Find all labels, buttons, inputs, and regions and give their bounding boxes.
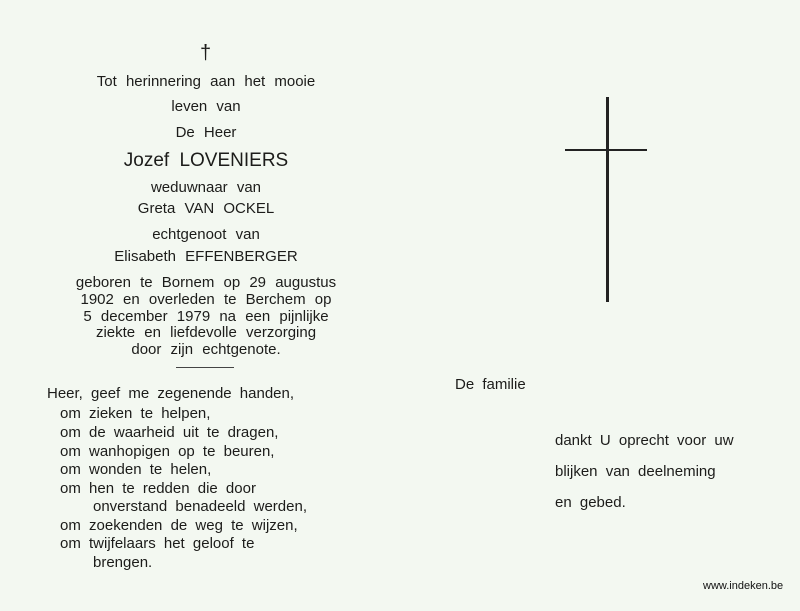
intro-line: Tot herinnering aan het mooie: [96, 73, 316, 90]
relation-line: Greta VAN OCKEL: [137, 200, 275, 217]
family-label: De familie: [455, 376, 526, 393]
large-cross-icon: [606, 97, 609, 302]
bio-line: 5 december 1979 na een pijnlijke: [83, 308, 329, 325]
thanks-line: en gebed.: [555, 494, 626, 511]
bio-line: geboren te Bornem op 29 augustus: [75, 274, 337, 291]
prayer-line: om zoekenden de weg te wijzen,: [60, 517, 298, 534]
bio-line: door zijn echtgenote.: [131, 341, 281, 358]
intro-line: De Heer: [175, 124, 237, 141]
prayer-line: om wanhopigen op te beuren,: [60, 443, 275, 460]
thanks-line: dankt U oprecht voor uw: [555, 432, 734, 449]
large-cross-bar: [565, 149, 647, 151]
intro-line: leven van: [171, 98, 241, 115]
relation-line: echtgenoot van: [152, 226, 260, 243]
small-cross-icon: †: [200, 42, 212, 64]
relation-line: weduwnaar van: [150, 179, 262, 196]
deceased-name: Jozef LOVENIERS: [123, 150, 289, 171]
divider: [176, 367, 234, 368]
prayer-line: om hen te redden die door: [60, 480, 256, 497]
prayer-line: onverstand benadeeld werden,: [93, 498, 307, 515]
relation-line: Elisabeth EFFENBERGER: [114, 248, 298, 265]
prayer-line: om de waarheid uit te dragen,: [60, 424, 279, 441]
prayer-line: Heer, geef me zegenende handen,: [47, 385, 295, 402]
bio-line: 1902 en overleden te Berchem op: [80, 291, 332, 308]
prayer-line: brengen.: [93, 554, 153, 571]
prayer-line: om zieken te helpen,: [60, 405, 211, 422]
prayer-line: om wonden te helen,: [60, 461, 212, 478]
bio-line: ziekte en liefdevolle verzorging: [95, 324, 317, 341]
watermark: www.indeken.be: [703, 580, 784, 592]
prayer-line: om twijfelaars het geloof te: [60, 535, 255, 552]
thanks-line: blijken van deelneming: [555, 463, 716, 480]
